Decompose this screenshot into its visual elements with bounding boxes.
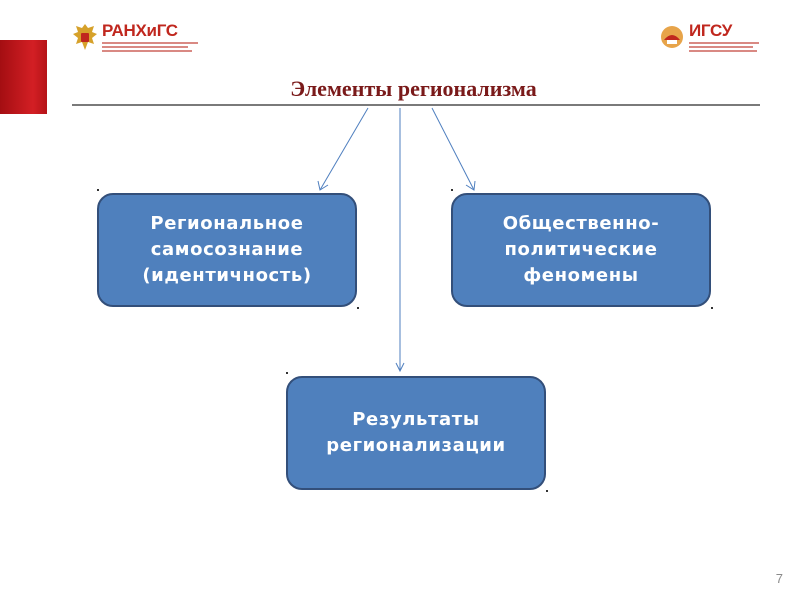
- node-sociopolitical-phenomena: [451, 193, 711, 307]
- selection-handle: [546, 490, 548, 492]
- node-regionalization-results-label: Результаты регионализации: [326, 409, 506, 456]
- logo-left-name: РАНХиГС: [102, 21, 178, 40]
- node-sociopolitical-phenomena-label: Общественно- политические феномены: [502, 213, 660, 286]
- node-regional-identity: [97, 193, 357, 307]
- slide-title: Элементы регионализма: [290, 76, 537, 101]
- selection-handle: [357, 307, 359, 309]
- selection-handle: [711, 307, 713, 309]
- node-regional-identity-label: Региональное самосознание (идентичность): [142, 213, 312, 286]
- page-number: 7: [775, 571, 783, 586]
- selection-handle: [451, 189, 453, 191]
- arrow-to-phenomena: [432, 108, 474, 190]
- node-regionalization-results: [286, 376, 546, 490]
- selection-handle: [97, 189, 99, 191]
- arrow-to-identity: [320, 108, 368, 190]
- selection-handle: [286, 372, 288, 374]
- logo-right-name: ИГСУ: [689, 21, 733, 40]
